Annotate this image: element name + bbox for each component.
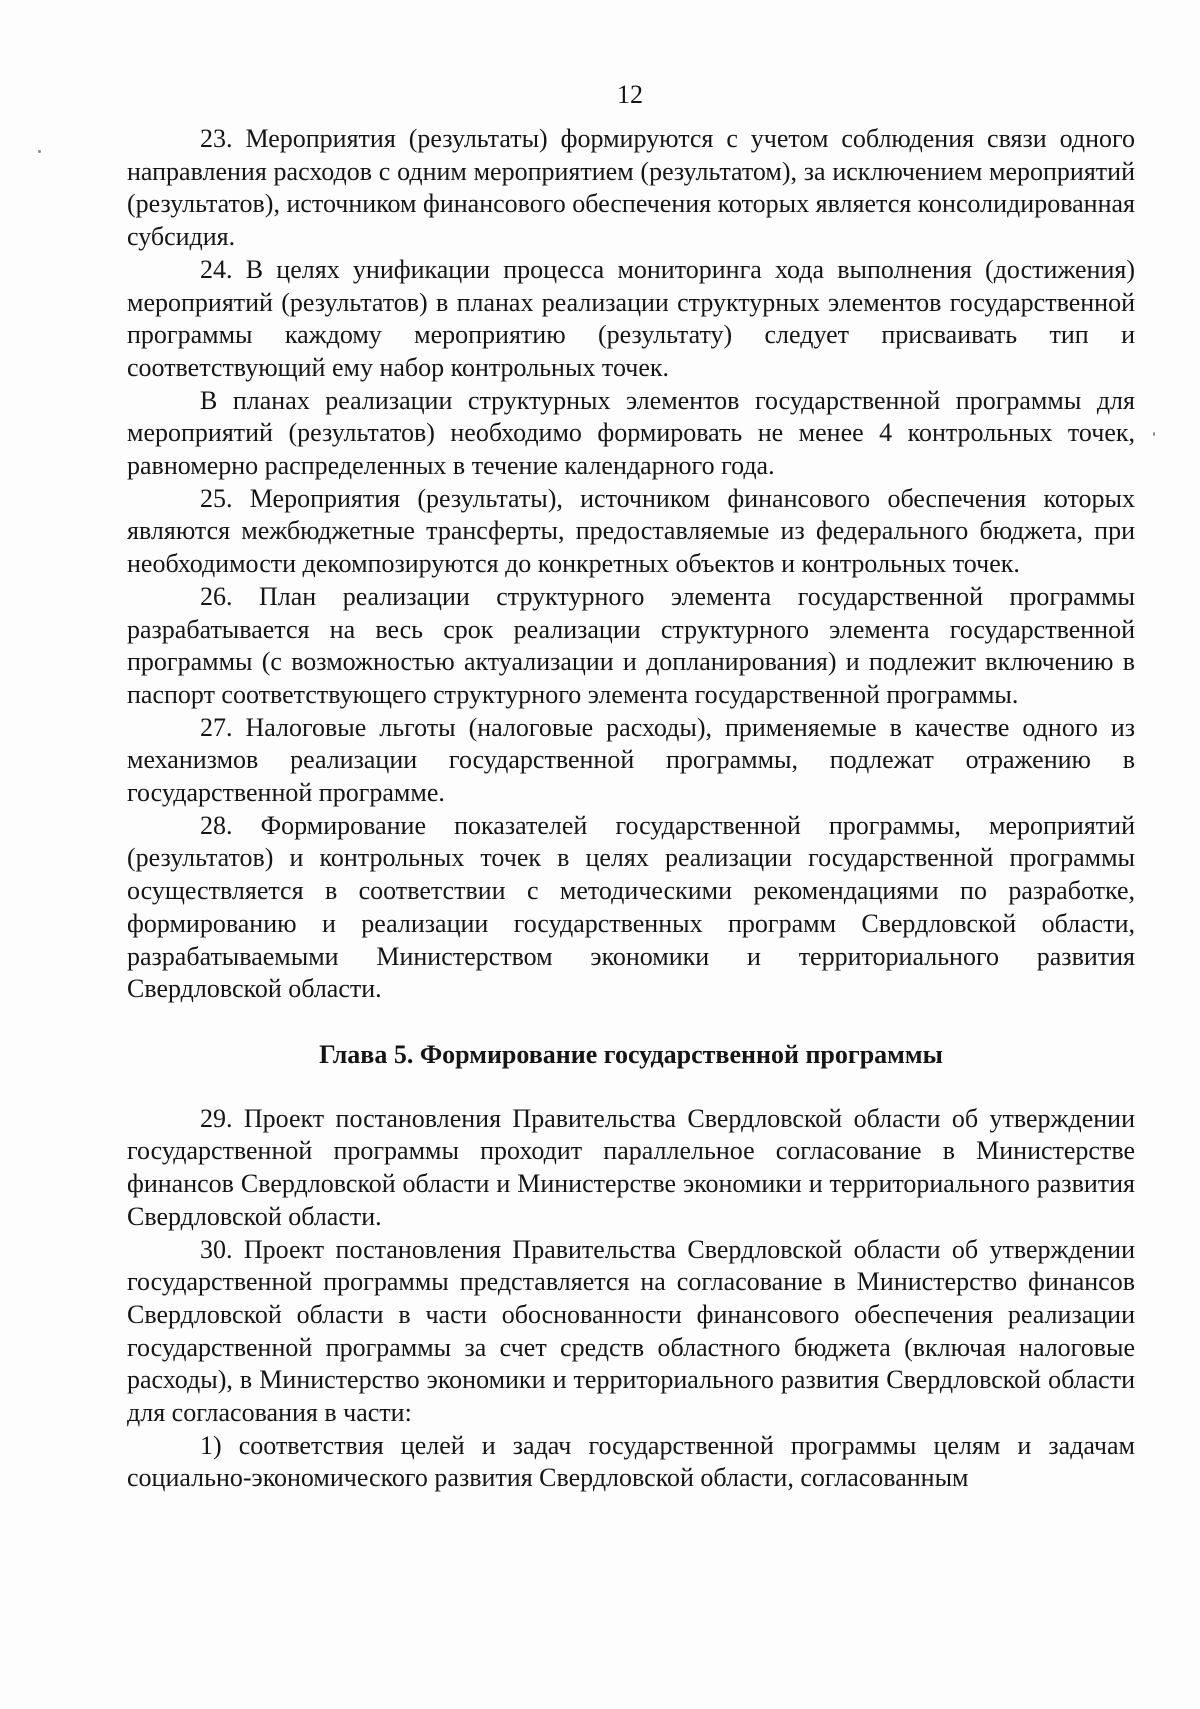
paragraph-29: 29. Проект постановления Правительства Свердловской области об утверждении государственной программы проходит параллельное согласование в Министерстве финансов Свердловской области и Министерстве экономики и территориального развития Свердловской области. — [127, 1103, 1135, 1231]
chapter-heading: Глава 5. Формирование государственной программы — [319, 1039, 943, 1069]
paragraph-24-continued: В планах реализации структурных элементов государственной программы для мероприятий (результатов) необходимо формировать не менее 4 контрольных точек, равномерно распределенных в течение календарного года. — [127, 385, 1135, 481]
scan-artifact — [38, 150, 41, 153]
paragraph-26: 26. План реализации структурного элемента государственной программы разрабатывается на весь срок реализации структурного элемента государственной программы (с возможностью актуализации и допланирования) и подлежит включению в паспорт соответствующего структурного элемента государственной программы. — [127, 581, 1135, 709]
scan-artifact — [1153, 432, 1155, 436]
paragraph-24: 24. В целях унификации процесса мониторинга хода выполнения (достижения) мероприятий (результатов) в планах реализации структурных элементов государственной программы каждому мероприятию (результату) следует присваивать тип и соответствующий ему набор контрольных точек. — [127, 254, 1135, 382]
paragraph-25: 25. Мероприятия (результаты), источником финансового обеспечения которых являются межбюджетные трансферты, предоставляемые из федерального бюджета, при необходимости декомпозируются до конкретных объектов и контрольных точек. — [127, 483, 1135, 579]
page-number: 12 — [617, 80, 643, 109]
paragraph-30: 30. Проект постановления Правительства Свердловской области об утверждении государственной программы представляется на согласование в Министерство финансов Свердловской области в части обоснованности финансового обеспечения реализации государственной программы за счет средств областного бюджета (включая налоговые расходы), в Министерство экономики и территориального развития Свердловской области для согласования в части: — [127, 1234, 1135, 1428]
paragraph-30-item-1: 1) соответствия целей и задач государственной программы целям и задачам социально-экономического развития Свердловской области, согласованным — [127, 1430, 1135, 1493]
paragraph-23: 23. Мероприятия (результаты) формируются с учетом соблюдения связи одного направления расходов с одним мероприятием (результатом), за исключением мероприятий (результатов), источником финансового обеспечения которых является консолидированная субсидия. — [127, 124, 1135, 252]
paragraph-28: 28. Формирование показателей государственной программы, мероприятий (результатов) и контрольных точек в целях реализации государственной программы осуществляется в соответствии с методическими рекомендациями по разработке, формированию и реализации государственных программ Свердловской области, разрабатываемыми Министерством экономики и территориального развития Свердловской области. — [127, 810, 1135, 1004]
document-body — [127, 123, 1135, 1495]
paragraph-27: 27. Налоговые льготы (налоговые расходы), применяемые в качестве одного из механизмов реализации государственной программы, подлежат отражению в государственной программе. — [127, 712, 1135, 808]
